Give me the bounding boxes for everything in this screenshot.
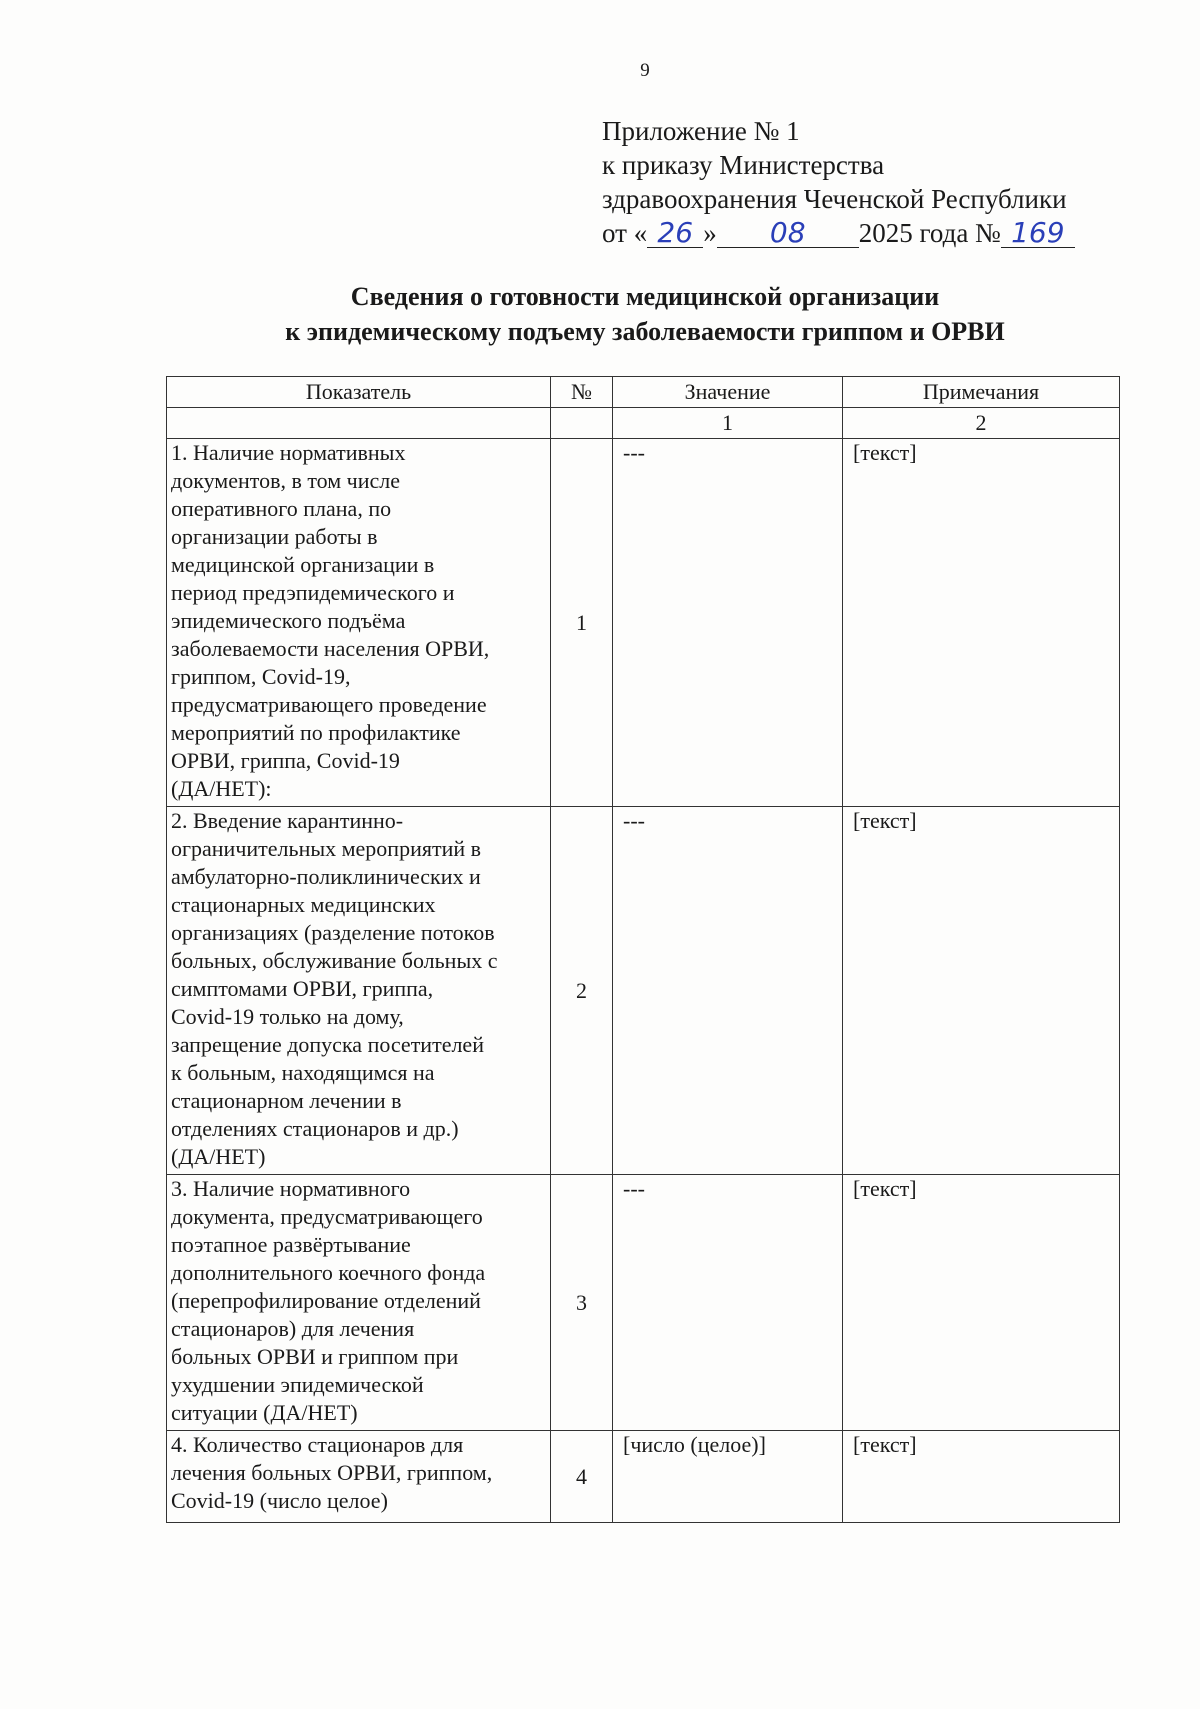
indicator-line: к больным, находящимся на [171, 1060, 435, 1085]
handwritten-month: 08 [769, 216, 806, 249]
indicator-cell [167, 1431, 551, 1523]
document-title [0, 279, 1200, 349]
indicator-line: больных ОРВИ и гриппом при [171, 1344, 459, 1369]
indicator-line: отделениях стационаров и др.) [171, 1116, 459, 1141]
indicator-line: амбулаторно-поликлинических и [171, 864, 481, 889]
indicator-line: 4. Количество стационаров для [171, 1432, 464, 1457]
indicator-line: запрещение допуска посетителей [171, 1032, 484, 1057]
table-subheader-row [167, 408, 1120, 439]
subheader-cell: 2 [843, 408, 1120, 439]
indicator-line: (ДА/НЕТ): [171, 776, 272, 801]
row-number-cell: 3 [551, 1175, 613, 1431]
indicator-line: дополнительного коечного фонда [171, 1260, 486, 1285]
indicator-line: стационаров) для лечения [171, 1316, 415, 1341]
row-number-cell: 1 [551, 439, 613, 807]
indicator-line: медицинской организации в [171, 552, 435, 577]
indicator-line: стационарных медицинских [171, 892, 436, 917]
note-cell: [текст] [843, 1175, 1120, 1431]
indicator-cell [167, 439, 551, 807]
indicator-line: мероприятий по профилактике [171, 720, 461, 745]
indicator-line: лечения больных ОРВИ, гриппом, [171, 1460, 493, 1485]
indicator-line: больных, обслуживание больных с [171, 948, 498, 973]
appendix-line-2: к приказу Министерства [602, 150, 885, 180]
note-cell: [текст] [843, 807, 1120, 1175]
indicator-line: предусматривающего проведение [171, 692, 487, 717]
indicator-line: ограничительных мероприятий в [171, 836, 482, 861]
page-number: 9 [640, 60, 650, 81]
indicator-line: документов, в том числе [171, 468, 401, 493]
indicator-line: (ДА/НЕТ) [171, 1144, 266, 1169]
header-notes: Примечания [843, 377, 1120, 408]
value-cell: [число (целое)] [613, 1431, 843, 1523]
subheader-cell [167, 408, 551, 439]
indicator-line: ситуации (ДА/НЕТ) [171, 1400, 358, 1425]
indicator-line: эпидемического подъёма [171, 608, 406, 633]
appendix-date-line [602, 216, 1075, 250]
note-cell: [текст] [843, 1431, 1120, 1523]
indicator-line: Covid-19 только на дому, [171, 1004, 404, 1029]
title-line-1: Сведения о готовности медицинской организации [350, 282, 940, 311]
date-close-quote: » [703, 218, 717, 248]
indicator-line: период предэпидемического и [171, 580, 455, 605]
handwritten-day: 26 [657, 216, 694, 249]
date-year-text: 2025 года № [858, 218, 1001, 248]
indicator-line: оперативного плана, по [171, 496, 392, 521]
appendix-line-1: Приложение № 1 [602, 116, 800, 146]
title-line-2: к эпидемическому подъему заболеваемости гриппом и ОРВИ [285, 317, 1005, 346]
indicator-line: ОРВИ, гриппа, Covid-19 [171, 748, 400, 773]
appendix-block [602, 114, 1075, 250]
subheader-cell: 1 [613, 408, 843, 439]
indicator-line: гриппом, Covid-19, [171, 664, 351, 689]
note-cell: [текст] [843, 439, 1120, 807]
indicator-line: (перепрофилирование отделений [171, 1288, 481, 1313]
table-row [167, 1431, 1120, 1523]
table-row [167, 439, 1120, 807]
row-number-cell: 2 [551, 807, 613, 1175]
date-prefix: от « [602, 218, 648, 248]
header-value: Значение [613, 377, 843, 408]
indicator-line: организациях (разделение потоков [171, 920, 495, 945]
value-cell: --- [613, 807, 843, 1175]
readiness-table [166, 376, 1120, 1523]
indicator-line: организации работы в [171, 524, 378, 549]
indicator-line: Covid-19 (число целое) [171, 1488, 388, 1513]
subheader-cell [551, 408, 613, 439]
row-number-cell: 4 [551, 1431, 613, 1523]
header-number: № [551, 377, 613, 408]
indicator-line: 1. Наличие нормативных [171, 440, 406, 465]
table-row [167, 1175, 1120, 1431]
appendix-line-3: здравоохранения Чеченской Республики [602, 184, 1067, 214]
indicator-line: 3. Наличие нормативного [171, 1176, 411, 1201]
indicator-cell [167, 807, 551, 1175]
header-indicator: Показатель [167, 377, 551, 408]
table-header-row [167, 377, 1120, 408]
handwritten-order-number: 169 [1011, 216, 1065, 249]
indicator-line: симптомами ОРВИ, гриппа, [171, 976, 434, 1001]
value-cell: --- [613, 439, 843, 807]
indicator-line: ухудшении эпидемической [171, 1372, 424, 1397]
indicator-line: 2. Введение карантинно- [171, 808, 404, 833]
indicator-line: стационарном лечении в [171, 1088, 402, 1113]
table-row [167, 807, 1120, 1175]
indicator-line: поэтапное развёртывание [171, 1232, 411, 1257]
indicator-cell [167, 1175, 551, 1431]
indicator-line: заболеваемости населения ОРВИ, [171, 636, 490, 661]
value-cell: --- [613, 1175, 843, 1431]
indicator-line: документа, предусматривающего [171, 1204, 483, 1229]
